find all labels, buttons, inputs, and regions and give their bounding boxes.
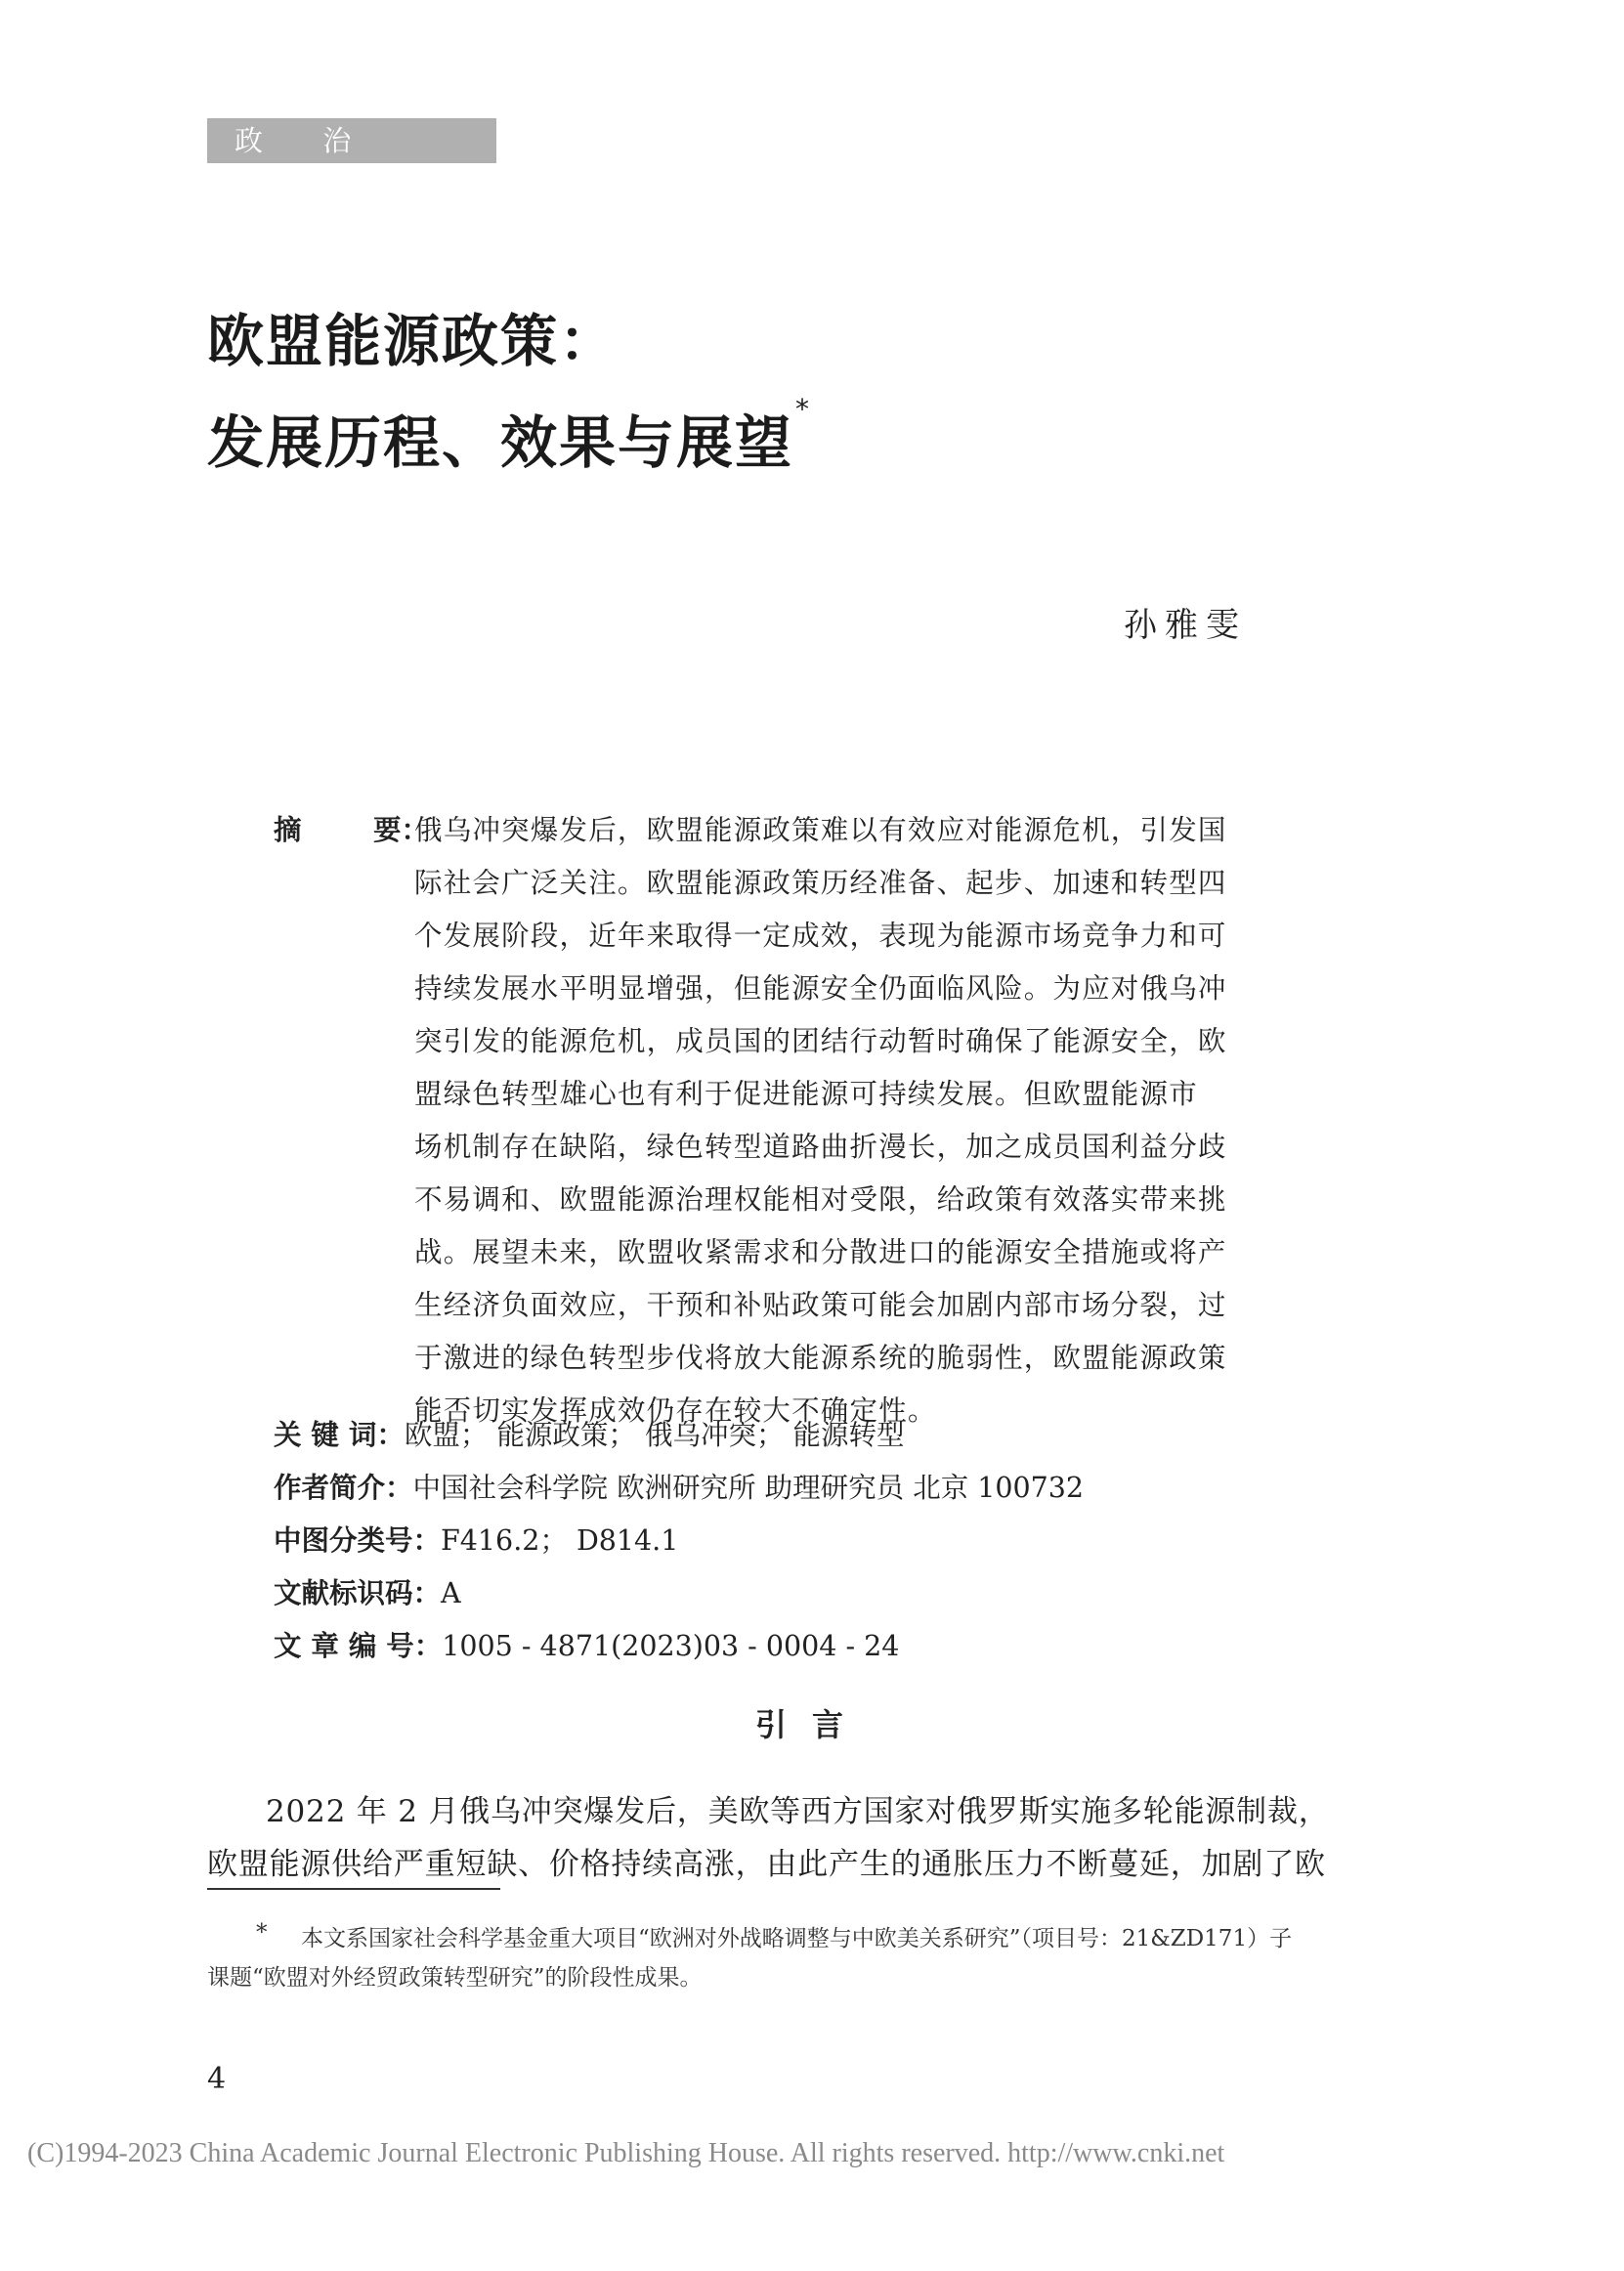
author-info-row: [274, 1466, 1084, 1506]
page-number: 4: [207, 2062, 227, 2096]
intro-line-2: 欧盟能源供给严重短缺、价格持续高涨，由此产生的通胀压力不断蔓延，加剧了欧: [207, 1847, 1326, 1882]
section-label: 政 治: [207, 118, 496, 163]
abstract-line: 持续发展水平明显增强，但能源安全仍面临风险。为应对俄乌冲: [414, 972, 1227, 1005]
intro-heading: 引言: [754, 1706, 869, 1743]
title-line-1: [207, 295, 618, 377]
article-no-label: 文 章 编 号：: [274, 1630, 443, 1662]
abstract-line: 俄乌冲突爆发后，欧盟能源政策难以有效应对能源危机，引发国: [414, 814, 1227, 846]
intro-line-1: 2022 年 2 月俄乌冲突爆发后，美欧等西方国家对俄罗斯实施多轮能源制裁，: [266, 1794, 1330, 1829]
footnote-line-1: 本文系国家社会科学基金重大项目“欧洲对外战略调整与中欧美关系研究”（项目号：21&ZD171）子: [301, 1926, 1293, 1951]
author-info-label: 作者简介：: [274, 1472, 413, 1504]
clc-label: 中图分类号：: [274, 1524, 442, 1557]
abstract-line: 场机制存在缺陷，绿色转型道路曲折漫长，加之成员国利益分歧: [414, 1131, 1227, 1163]
abstract-line: 能否切实发挥成效仍存在较大不确定性。: [414, 1394, 937, 1427]
abstract-line: 际社会广泛关注。欧盟能源政策历经准备、起步、加速和转型四: [414, 867, 1227, 899]
abstract-line: 于激进的绿色转型步伐将放大能源系统的脆弱性，欧盟能源政策: [414, 1342, 1227, 1374]
abstract-line: 生经济负面效应，干预和补贴政策可能会加剧内部市场分裂，过: [414, 1289, 1227, 1321]
footnote-marker: *: [256, 1920, 268, 1946]
title-line-2: [207, 393, 812, 479]
copyright-notice: (C)1994-2023 China Academic Journal Electronic Publishing House. All rights reserved. http://www.cnki.net: [27, 2138, 1225, 2168]
abstract-line: 战。展望未来，欧盟收紧需求和分散进口的能源安全措施或将产: [414, 1236, 1227, 1268]
doc-code-label: 文献标识码：: [274, 1577, 442, 1609]
keywords-value: 欧盟； 能源政策； 俄乌冲突； 能源转型: [404, 1419, 905, 1451]
abstract-label-b: 要：: [373, 814, 430, 846]
abstract-line: 个发展阶段，近年来取得一定成效，表现为能源市场竞争力和可: [414, 920, 1227, 952]
author-name: 孙雅雯: [1124, 606, 1247, 645]
doc-code-row: [274, 1571, 461, 1611]
title-footnote-marker[interactable]: *: [795, 393, 812, 425]
title-text-1: 欧盟能源政策：: [207, 308, 619, 374]
clc-value: F416.2； D814.1: [441, 1524, 679, 1557]
article-no-value: 1005 - 4871(2023)03 - 0004 - 24: [442, 1630, 900, 1662]
abstract-line: 不易调和、欧盟能源治理权能相对受限，给政策有效落实带来挑: [414, 1183, 1227, 1216]
footnote-rule: [207, 1888, 500, 1890]
clc-row: [274, 1519, 678, 1559]
doc-code-value: A: [441, 1577, 461, 1609]
keywords-label: 关 键 词：: [274, 1419, 405, 1451]
author-info-value: 中国社会科学院 欧洲研究所 助理研究员 北京 100732: [412, 1472, 1085, 1504]
footnote-line-2: 课题“欧盟对外经贸政策转型研究”的阶段性成果。: [207, 1965, 703, 1991]
article-no-row: [274, 1624, 899, 1664]
title-text-2: 发展历程、效果与展望: [207, 409, 794, 476]
keywords-row: [274, 1413, 905, 1453]
abstract-line: 突引发的能源危机，成员国的团结行动暂时确保了能源安全，欧: [414, 1025, 1227, 1057]
abstract-label-a: 摘: [274, 814, 302, 846]
abstract-line: 盟绿色转型雄心也有利于促进能源可持续发展。但欧盟能源市: [414, 1078, 1198, 1110]
